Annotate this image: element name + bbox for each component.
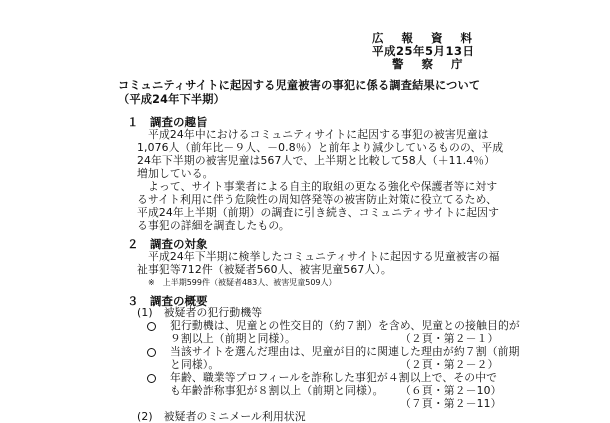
section-3-heading: ３ 調査の概要 [127, 294, 208, 308]
finding-item: 年齢、職業等プロフィールを詐称した事犯が４割以上で、その中で [170, 371, 498, 384]
subsection-1-heading: (1) 被疑者の犯行動機等 [137, 306, 263, 319]
section-1-line: よって、サイト事業者による自主的取組の更なる強化や保護者等に対す [148, 180, 498, 193]
section-1-line: 24年下半期の被害児童は567人で、上半期と比較して58人（＋11.4％） [137, 154, 496, 167]
finding-item-cont: と同様）。 [170, 358, 220, 371]
section-1-line: るサイト利用に伴う危険性の周知啓発等の被害防止対策に役立てるため、 [137, 193, 498, 206]
section-1-line: 1,076人（前年比－９人、－0.8％）と前年より減少しているものの、平成 [137, 141, 504, 154]
page-reference: （２頁・第２－２） [400, 358, 499, 371]
press-release-label: 広 報 資 料 [372, 31, 480, 45]
finding-item-cont: も年齢詐称事犯が８割以上（前期と同様）。 [170, 384, 384, 397]
section-1-line: 増加している。 [137, 167, 214, 180]
section-2-line: 平成24年下半期に検挙したコミュニティサイトに起因する児童被害の福 [148, 250, 500, 263]
section-1-line: 平成24年上半期（前期）の調査に引き続き、コミュニティサイトに起因す [137, 206, 500, 219]
document-title: コミュニティサイトに起因する児童被害の事犯に係る調査結果について [118, 79, 481, 92]
issuing-agency: 警 察 庁 [392, 57, 470, 71]
section-1-line: る事犯の詳細を調査したもの。 [137, 219, 290, 232]
finding-item: 当該サイトを選んだ理由は、児童が目的に関連した理由が約７割（前期 [170, 345, 520, 358]
section-2-heading: ２ 調査の対象 [127, 237, 208, 251]
section-2-line: 祉事犯等712件（被疑者560人、被害児童567人）。 [137, 263, 392, 276]
release-date: 平成25年5月13日 [372, 44, 475, 58]
finding-item: 犯行動機は、児童との性交目的（約７割）を含め、児童との接触目的が [170, 319, 520, 332]
page-reference: （６頁・第２－10） [400, 384, 502, 397]
bullet-circle-icon [147, 348, 156, 357]
page-reference: （２頁・第２－１） [400, 332, 499, 345]
section-1-line: 平成24年中におけるコミュニティサイトに起因する事犯の被害児童は [148, 128, 489, 141]
section-1-heading: １ 調査の趣旨 [127, 115, 208, 129]
section-2-note: ※ 上半期599件（被疑者483人、被害児童509人） [148, 278, 337, 287]
finding-item-cont: ９割以上（前期と同様）。 [170, 332, 296, 345]
subsection-2-heading: (2) 被疑者のミニメール利用状況 [137, 410, 306, 423]
page-reference: （７頁・第２－11） [400, 397, 502, 410]
bullet-circle-icon [147, 322, 156, 331]
bullet-circle-icon [147, 374, 156, 383]
document-subtitle: （平成24年下半期） [118, 93, 226, 106]
